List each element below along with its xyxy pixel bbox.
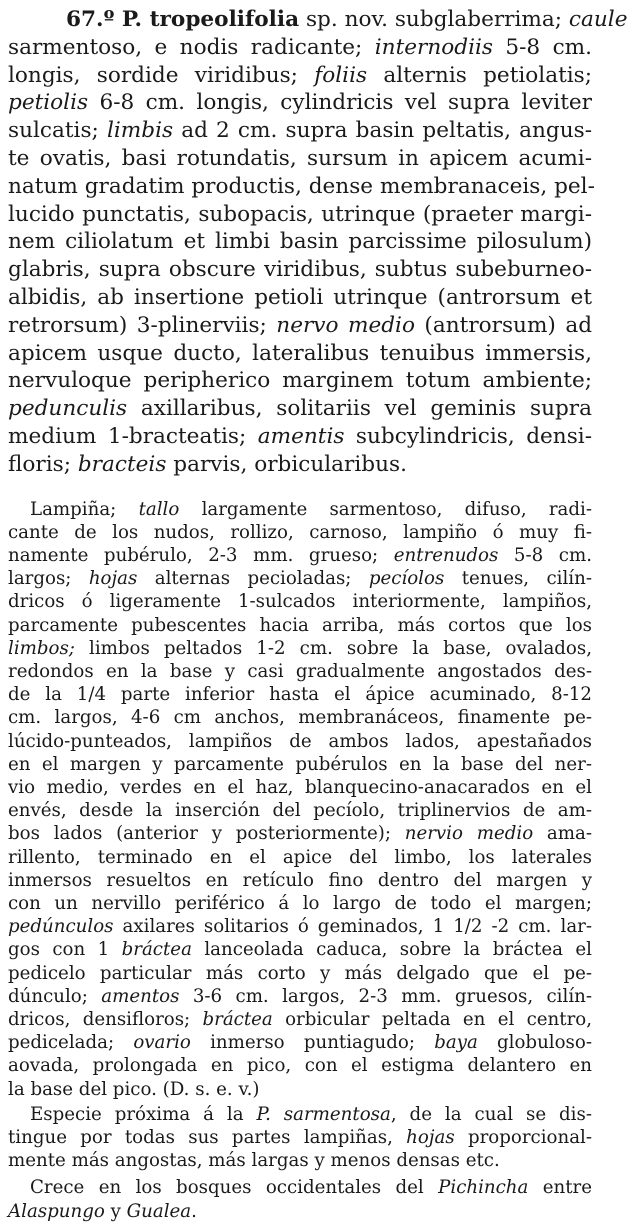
text-line: longis, sordide viridibus; foliis alternis petiolatis; [8,62,593,88]
text-line: bos lados (anterior y posteriormente); nervio medio ama- [8,823,593,845]
text-line: gos con 1 bráctea lanceolada caduca, sobre la bráctea el [8,939,592,961]
text-line: aovada, prolongada en pico, con el estigma delantero en [8,1055,592,1077]
text-line: inmersos resueltos en retículo fino dentro del margen y [8,869,592,891]
text-line: dúnculo; amentos 3-6 cm. largos, 2-3 mm. gruesos, cilín- [8,985,592,1007]
spanish-description [8,498,592,1223]
text-line: limbos; limbos peltados 1-2 cm. sobre la base, ovalados, [8,637,592,659]
text-line: la base del pico. (D. s. e. v.) [8,1078,260,1100]
text-line: con un nervillo periférico á lo largo de todo el margen; [8,893,592,914]
latin-description [8,6,627,479]
text-line: en el margen y parcamente pubérulos en la base del ner- [8,753,592,775]
text-line: pedúnculos axilares solitarios ó geminados, 1 1/2 -2 cm. lar- [8,916,592,938]
text-line: sulcatis; limbis ad 2 cm. supra basin peltatis, angus- [8,118,593,144]
text-line: mente más angostas, más largas y menos densas etc. [8,1150,500,1172]
text-line: dricos, densifloros; bráctea orbicular peltada en el centro, [8,1009,592,1031]
text-line: Especie próxima á la P. sarmentosa, de la cual se dis- [30,1103,592,1125]
text-line: nervuloque peripherico marginem totum ambiente; [8,368,592,394]
text-line: Alaspungo y Gualea. [8,1200,197,1222]
text-line: envés, desde la inserción del pecíolo, triplinervios de am- [8,800,592,822]
text-line: apicem usque ducto, lateralibus tenuibus immersis, [8,340,592,366]
text-line: tingue por todas sus partes lampiñas, hojas proporcional- [8,1127,593,1149]
text-line: petiolis 6-8 cm. longis, cylindricis vel supra leviter [8,90,592,116]
text-line: sarmentoso, e nodis radicante; internodiis 5-8 cm. [8,34,592,60]
text-line: albidis, ab insertione petioli utrinque (antrorsum et [8,284,592,310]
text-line: dricos ó ligeramente 1-sulcados interiormente, lampiños, [8,591,592,613]
text-line: rillento, terminado en el apice del limbo, los laterales [8,846,592,868]
text-line: cm. largos, 4-6 cm anchos, membranáceos, finamente pe- [8,707,592,729]
text-line: floris; bracteis parvis, orbicularibus. [8,451,407,477]
text-line: pedicelo particular más corto y más delgado que el pe- [8,962,592,984]
text-line: de la 1/4 parte inferior hasta el ápice acuminado, 8-12 [8,684,592,706]
text-line: glabris, supra obscure viridibus, subtus subeburneo- [8,257,592,283]
text-line: largos; hojas alternas pecioladas; pecíolos tenues, cilín- [8,568,592,590]
text-line: pedicelada; ovario inmerso puntiagudo; baya globuloso- [8,1032,592,1054]
text-line: lúcido-punteados, lampiños de ambos lados, apestañados [8,730,592,752]
text-line: vio medio, verdes en el haz, blanquecino-anacarados en el [8,776,592,798]
text-line: medium 1-bracteatis; amentis subcylindricis, densi- [8,423,592,449]
text-line: nem ciliolatum et limbi basin parcissime pilosulum) [8,229,592,255]
text-line: pedunculis axillaribus, solitariis vel geminis supra [8,396,592,422]
text-line: retrorsum) 3-plinerviis; nervo medio (antrorsum) ad [8,312,593,338]
text-line: lucido punctatis, subopacis, utrinque (praeter margi- [8,201,592,227]
text-line: natum gradatim productis, dense membranaceis, pel- [8,173,595,199]
text-line: cante de los nudos, rollizo, carnoso, lampiño ó muy fi- [8,521,592,543]
text-line: namente pubérulo, 2-3 mm. grueso; entrenudos 5-8 cm. [8,544,592,566]
text-line: parcamente pubescentes hacia arriba, más cortos que los [8,614,592,636]
text-line: redondos en la base y casi gradualmente angostados des- [8,660,592,682]
text-line: 67.º P. tropeolifolia sp. nov. subglaberrima; caule [66,7,627,32]
text-line: te ovatis, basi rotundatis, sursum in apicem acumi- [8,145,592,171]
text-line: Lampiña; tallo largamente sarmentoso, difuso, radi- [30,498,593,520]
text-line: Crece en los bosques occidentales del Pichincha entre [30,1177,593,1199]
